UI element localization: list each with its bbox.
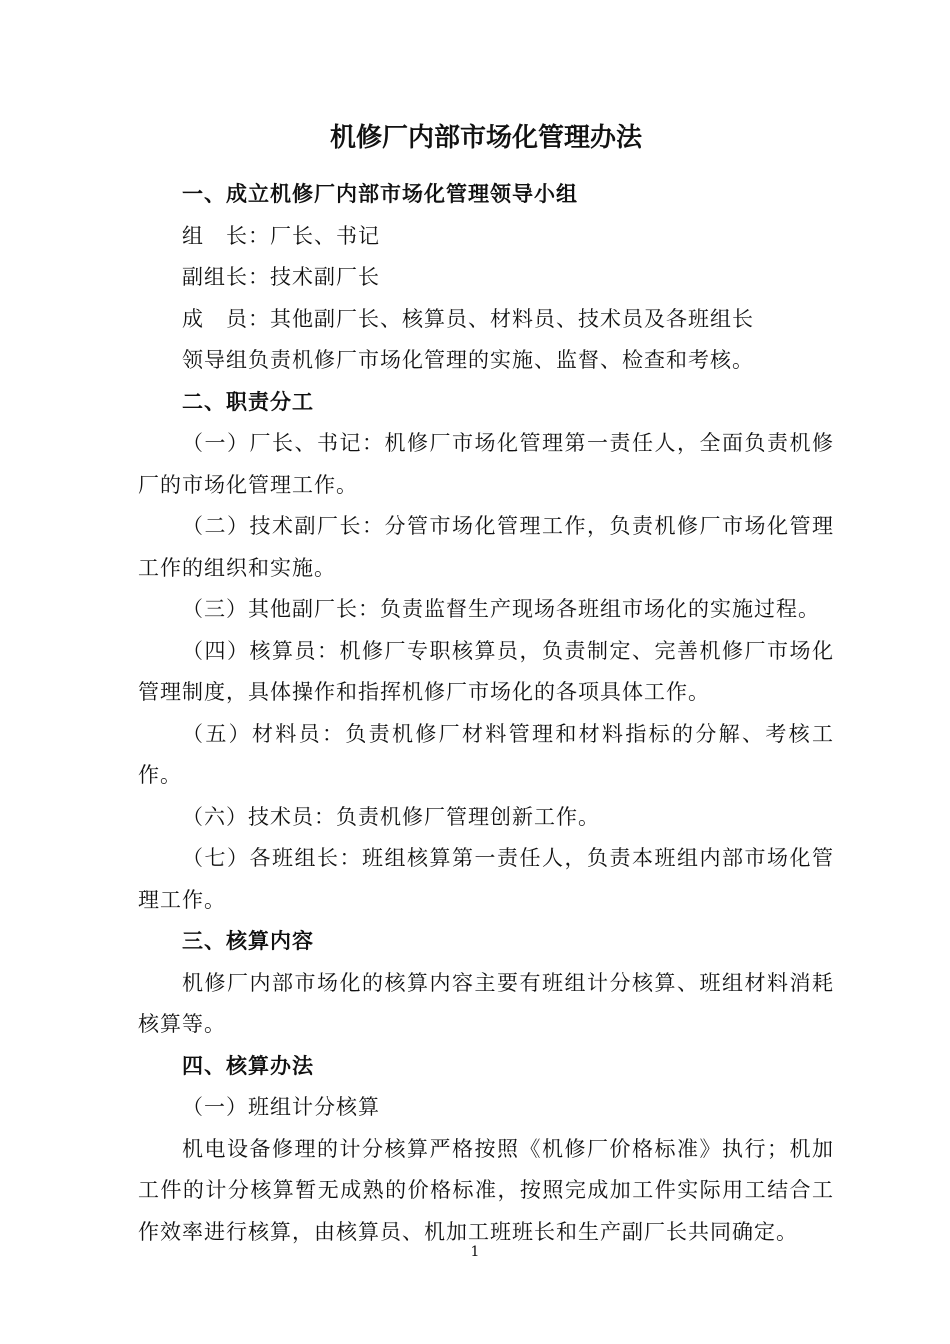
paragraph: （四）核算员：机修厂专职核算员，负责制定、完善机修厂市场化管理制度，具体操作和指挥机修厂市场化的各项具体工作。: [138, 638, 834, 704]
section-heading: 三、核算内容: [182, 929, 314, 953]
section-heading: 四、核算办法: [182, 1053, 314, 1078]
paragraph: （一）班组计分核算: [182, 1095, 380, 1119]
paragraph: （二）技术副厂长：分管市场化管理工作，负责机修厂市场化管理工作的组织和实施。: [138, 514, 834, 580]
paragraph: 副组长：技术副厂长: [182, 265, 380, 289]
section-heading: 一、成立机修厂内部市场化管理领导小组: [182, 182, 578, 206]
paragraph: 机修厂内部市场化的核算内容主要有班组计分核算、班组材料消耗核算等。: [138, 970, 834, 1036]
page-number: 1: [470, 1244, 480, 1260]
paragraph: （五）材料员：负责机修厂材料管理和材料指标的分解、考核工作。: [138, 721, 834, 787]
document-title: 机修厂内部市场化管理办法: [329, 123, 642, 153]
document-body: [138, 112, 834, 1253]
paragraph: （六）技术员：负责机修厂管理创新工作。: [182, 804, 600, 829]
paragraph: 机电设备修理的计分核算严格按照《机修厂价格标准》执行；机加工件的计分核算暂无成熟的价格标准，按照完成加工件实际用工结合工作效率进行核算，由核算员、机加工班班长和生产副厂长共同确定。: [138, 1136, 834, 1244]
paragraph: 组 长：厂长、书记: [182, 223, 380, 248]
paragraph: 领导组负责机修厂市场化管理的实施、监督、检查和考核。: [182, 348, 754, 372]
paragraph: （一）厂长、书记：机修厂市场化管理第一责任人，全面负责机修厂的市场化管理工作。: [138, 431, 834, 497]
section-heading: 二、职责分工: [182, 389, 314, 414]
paragraph: 成 员：其他副厂长、核算员、材料员、技术员及各班组长: [182, 306, 754, 331]
paragraph: （七）各班组长：班组核算第一责任人，负责本班组内部市场化管理工作。: [138, 846, 834, 912]
paragraph: （三）其他副厂长：负责监督生产现场各班组市场化的实施过程。: [182, 597, 820, 621]
